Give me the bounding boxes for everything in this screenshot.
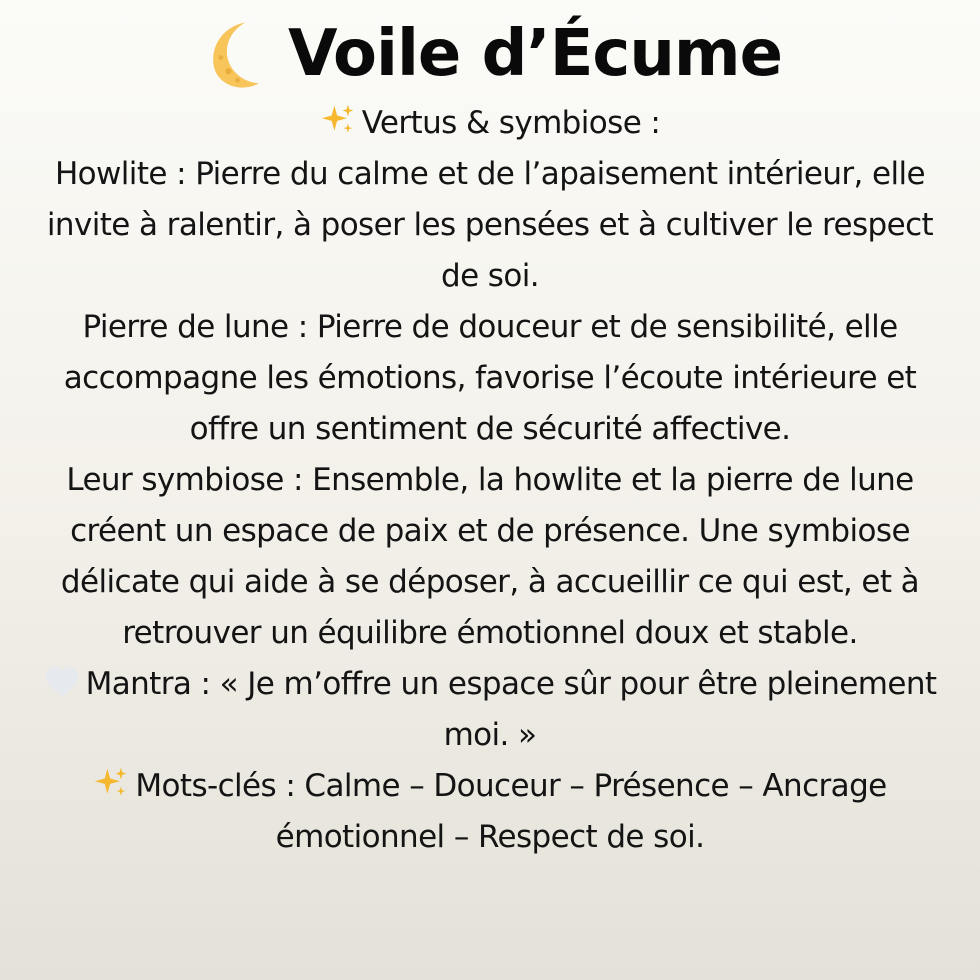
pierre-de-lune-text: Pierre de lune : Pierre de douceur et de sensibilité, elle accompagne les émotions, favorise l’écoute intérieure et offre un sentiment de sécurité affective.	[63, 309, 917, 447]
page-title: Voile d’Écume	[288, 17, 782, 91]
sparkles-icon	[320, 102, 356, 138]
vertus-heading-line	[40, 98, 940, 149]
mots-cles-line	[40, 761, 940, 863]
symbiose-text: Leur symbiose : Ensemble, la howlite et la pierre de lune créent un espace de paix et de présence. Une symbiose délicate qui aide à se déposer, à accueillir ce qui est, et à retrouver un équilibre émotionnel doux et stable.	[60, 462, 920, 651]
crescent-moon-icon	[198, 18, 274, 94]
howlite-text: Howlite : Pierre du calme et de l’apaisement intérieur, elle invite à ralentir, à poser les pensées et à cultiver le respect de soi.	[46, 156, 934, 294]
mantra-line	[40, 659, 940, 761]
mantra-text: Mantra : « Je m’offre un espace sûr pour être pleinement moi. »	[85, 666, 937, 753]
title-row	[0, 14, 980, 94]
vertus-heading: Vertus & symbiose :	[361, 105, 661, 141]
white-heart-icon	[44, 665, 80, 699]
mots-cles-text: Mots-clés : Calme – Douceur – Présence – Ancrage émotionnel – Respect de soi.	[135, 768, 887, 855]
description-body	[40, 98, 940, 863]
sparkles-icon	[93, 765, 129, 801]
